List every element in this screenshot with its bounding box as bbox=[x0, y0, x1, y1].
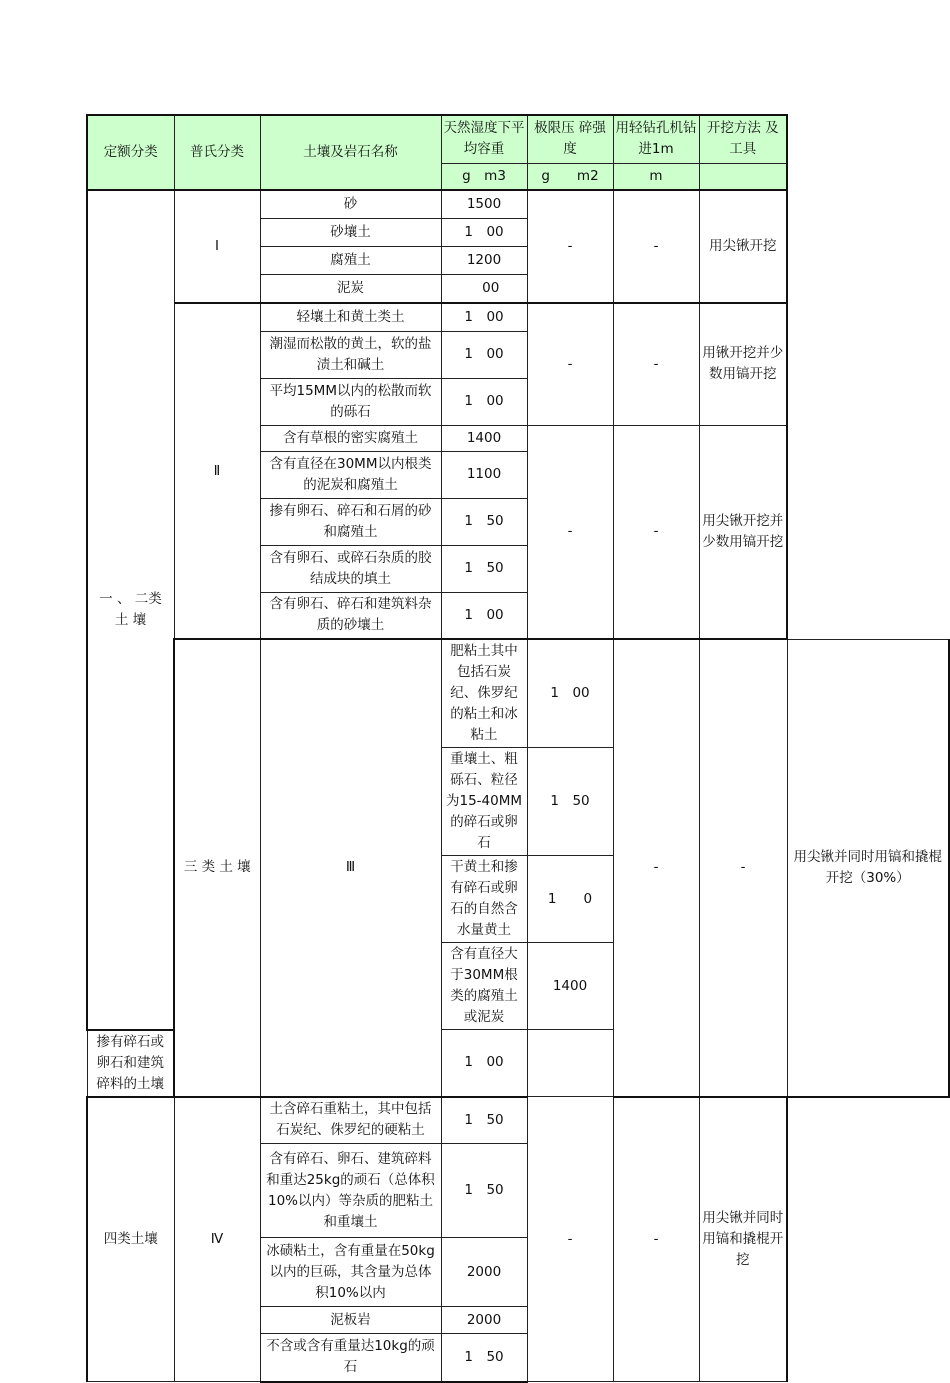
method-value: 用尖锹开挖并少数用镐开挖 bbox=[699, 425, 787, 639]
density-value: 1 0 bbox=[527, 856, 613, 943]
density-value: 1 00 bbox=[441, 303, 527, 331]
density-value: 1100 bbox=[441, 451, 527, 498]
soil-name: 泥板岩 bbox=[260, 1307, 441, 1334]
soil-name: 轻壤土和黄土类土 bbox=[260, 303, 441, 331]
class-1: Ⅰ bbox=[174, 190, 260, 303]
density-value: 1 00 bbox=[441, 1030, 527, 1097]
unit-method bbox=[699, 163, 787, 190]
soil-name: 腐殖土 bbox=[260, 246, 441, 274]
density-value: 1200 bbox=[441, 246, 527, 274]
drilling-value: - bbox=[613, 190, 699, 303]
density-value: 00 bbox=[441, 274, 527, 303]
header-density: 天然湿度下平均容重 bbox=[441, 115, 527, 163]
soil-name: 潮湿而松散的黄土，软的盐渍土和碱土 bbox=[260, 331, 441, 378]
density-value: 1 00 bbox=[441, 331, 527, 378]
class-3: Ⅲ bbox=[260, 639, 441, 1097]
density-value: 1400 bbox=[441, 425, 527, 451]
header-category: 定额分类 bbox=[87, 115, 174, 190]
strength-value: - bbox=[527, 425, 613, 639]
class-2: Ⅱ bbox=[174, 303, 260, 639]
density-value: 1 50 bbox=[441, 1097, 527, 1144]
drilling-value: - bbox=[613, 303, 699, 425]
soil-name: 泥炭 bbox=[260, 274, 441, 303]
soil-name: 含有碎石、卵石、建筑碎料和重达25kg的顽石（总体积10%以内）等杂质的肥粘土和重壤土 bbox=[260, 1144, 441, 1238]
category-1-2: 一 、 二类 土 壤 bbox=[87, 190, 174, 1030]
header-drilling: 用轻钻孔机钻进1m bbox=[613, 115, 699, 163]
method-value: 用锹开挖并少数用镐开挖 bbox=[699, 303, 787, 425]
density-value: 2000 bbox=[441, 1307, 527, 1334]
soil-name: 掺有碎石或卵石和建筑碎料的土壤 bbox=[87, 1030, 174, 1097]
soil-name: 砂 bbox=[260, 190, 441, 218]
soil-name: 含有卵石、或碎石杂质的胶结成块的填土 bbox=[260, 545, 441, 592]
drilling-value: - bbox=[613, 1097, 699, 1382]
unit-strength: g m2 bbox=[527, 163, 613, 190]
density-value: 1 00 bbox=[441, 592, 527, 639]
soil-name: 重壤土、粗砾石、粒径为15-40MM的碎石或卵石 bbox=[441, 748, 527, 856]
density-value: 1500 bbox=[441, 190, 527, 218]
strength-value: - bbox=[613, 639, 699, 1097]
header-soil-rock-name: 土壤及岩石名称 bbox=[260, 115, 441, 190]
soil-name: 含有草根的密实腐殖土 bbox=[260, 425, 441, 451]
soil-name: 干黄土和掺有碎石或卵石的自然含水量黄土 bbox=[441, 856, 527, 943]
category-4: 四类土壤 bbox=[87, 1097, 174, 1382]
soil-name: 含有直径在30MM以内根类的泥炭和腐殖土 bbox=[260, 451, 441, 498]
density-value: 1 50 bbox=[441, 1144, 527, 1238]
drilling-value: - bbox=[699, 639, 787, 1097]
density-value: 1 00 bbox=[441, 218, 527, 246]
density-value: 2000 bbox=[441, 1238, 527, 1307]
method-value: 用尖锹开挖 bbox=[699, 190, 787, 303]
soil-name: 肥粘土其中包括石炭纪、侏罗纪的粘土和冰粘土 bbox=[441, 639, 527, 748]
unit-density: g m3 bbox=[441, 163, 527, 190]
density-value: 1 50 bbox=[441, 545, 527, 592]
density-value: 1 50 bbox=[527, 748, 613, 856]
density-value: 1400 bbox=[527, 943, 613, 1030]
density-value: 1 50 bbox=[441, 1334, 527, 1382]
header-excavation-method: 开挖方法 及工具 bbox=[699, 115, 787, 163]
soil-name: 冰碛粘土，含有重量在50kg以内的巨砾，其含量为总体积10%以内 bbox=[260, 1238, 441, 1307]
soil-name: 砂壤土 bbox=[260, 218, 441, 246]
header-protodyakonov-class: 普氏分类 bbox=[174, 115, 260, 190]
unit-drilling: m bbox=[613, 163, 699, 190]
soil-name: 土含碎石重粘土，其中包括石炭纪、侏罗纪的硬粘土 bbox=[260, 1097, 441, 1144]
soil-name: 掺有卵石、碎石和石屑的砂和腐殖土 bbox=[260, 498, 441, 545]
soil-name: 含有直径大于30MM根类的腐殖土或泥炭 bbox=[441, 943, 527, 1030]
strength-value: - bbox=[527, 303, 613, 425]
strength-value: - bbox=[527, 190, 613, 303]
strength-value: - bbox=[527, 1097, 613, 1382]
header-compressive-strength: 极限压 碎强度 bbox=[527, 115, 613, 163]
soil-name: 含有卵石、碎石和建筑料杂质的砂壤土 bbox=[260, 592, 441, 639]
soil-name: 不含或含有重量达10kg的顽石 bbox=[260, 1334, 441, 1382]
soil-classification-table bbox=[86, 114, 950, 1383]
method-value: 用尖锹并同时用镐和撬棍开挖 bbox=[699, 1097, 787, 1382]
category-3: 三 类 土 壤 bbox=[174, 639, 260, 1097]
soil-name: 平均15MM以内的松散而软的砾石 bbox=[260, 378, 441, 425]
density-value: 1 00 bbox=[441, 378, 527, 425]
class-4: Ⅳ bbox=[174, 1097, 260, 1382]
density-value: 1 50 bbox=[441, 498, 527, 545]
drilling-value: - bbox=[613, 425, 699, 639]
method-value: 用尖锹并同时用镐和撬棍开挖（30%） bbox=[787, 639, 949, 1097]
density-value: 1 00 bbox=[527, 639, 613, 748]
